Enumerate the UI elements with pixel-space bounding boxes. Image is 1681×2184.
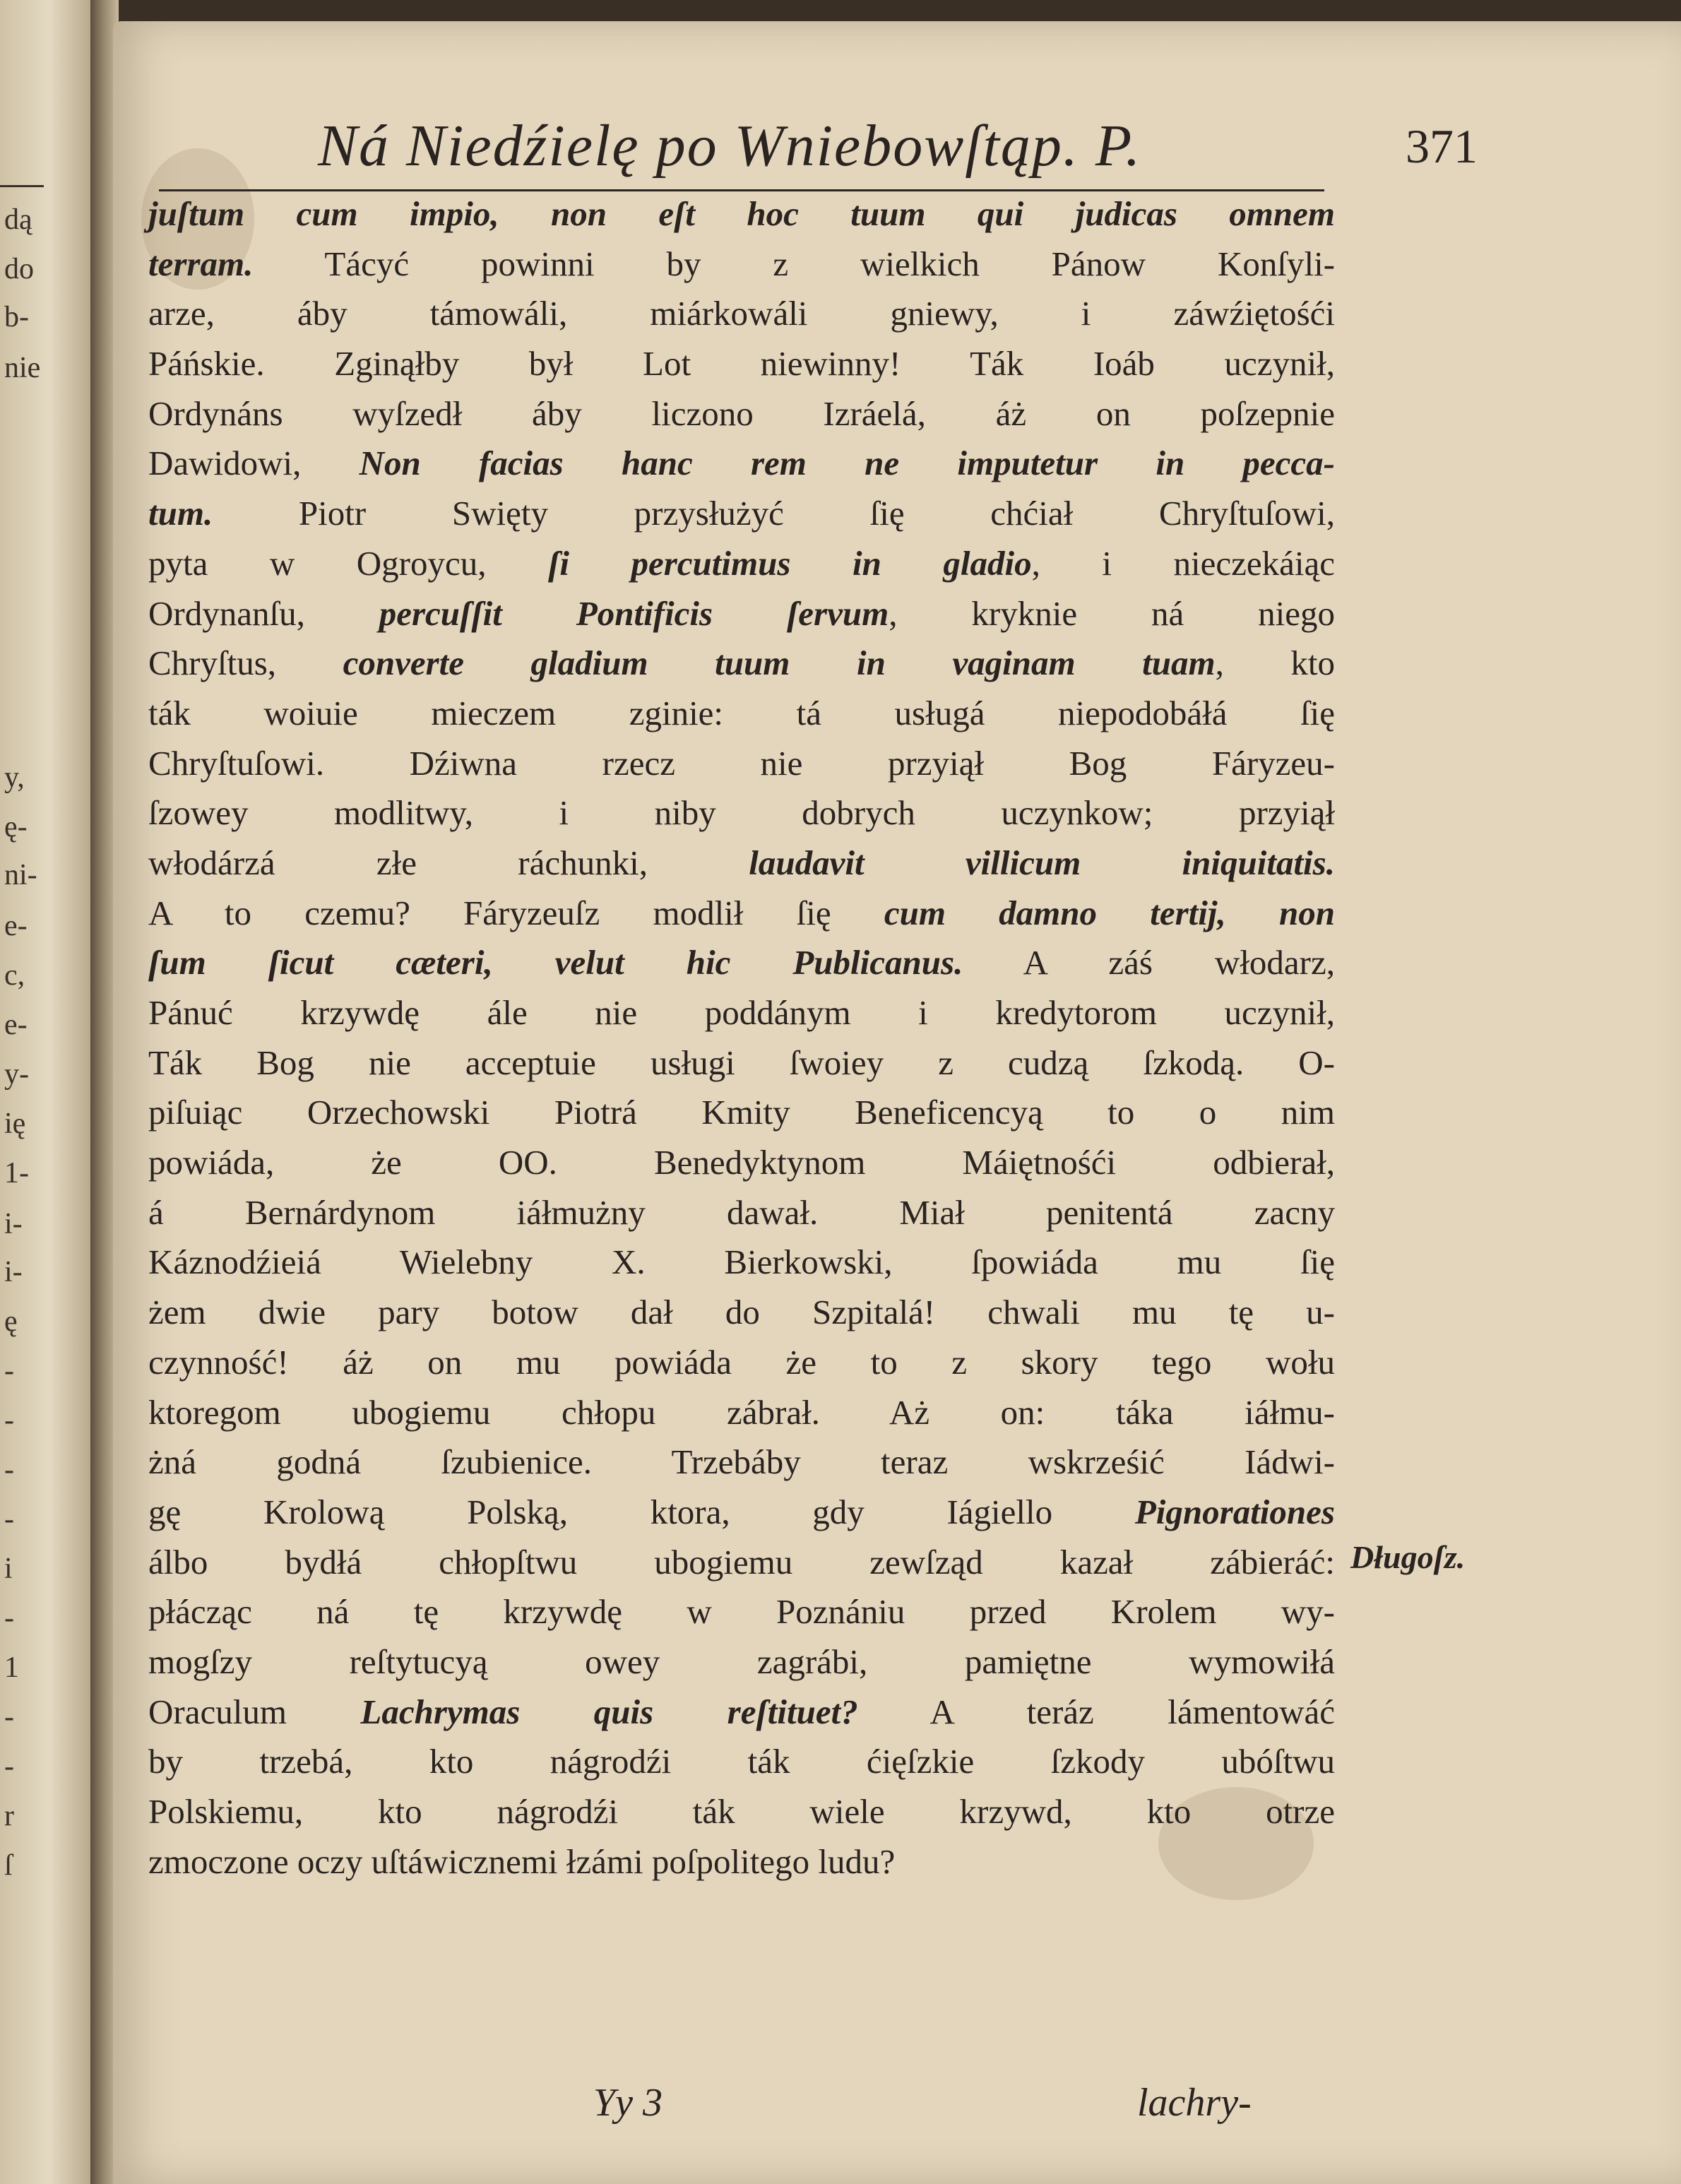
facing-page-fragment: ni-: [4, 859, 37, 891]
text-line: [148, 589, 1335, 639]
text-run: Chryſtuſowi. Dźiwna rzecz nie przyiął Bog Fáryzeu-: [148, 743, 1335, 783]
facing-page-fragment: -: [4, 1355, 14, 1387]
text-line: [148, 1437, 1335, 1488]
facing-page-fragment: i-: [4, 1208, 23, 1240]
text-line: [148, 1538, 1335, 1588]
text-run: Tácyć powinni by z wielkich Pánow Konſyli-: [253, 244, 1335, 283]
text-run: żná godná ſzubienice. Trzebáby teraz wskrześić Iádwi-: [148, 1442, 1335, 1482]
text-line: [148, 439, 1335, 489]
running-title: Ná Niedźielę po Wniebowſtąp. P.: [318, 113, 1142, 179]
latin-quote: juſtum cum impio, non eſt hoc tuum qui judicas omnem: [148, 194, 1335, 233]
facing-page-fragment: r: [4, 1800, 14, 1832]
text-line: [148, 1088, 1335, 1138]
text-run: zmoczone oczy uſtáwicznemi łzámi poſpolitego ludu?: [148, 1841, 896, 1881]
text-run: Oraculum: [148, 1692, 361, 1731]
latin-quote: ſi percutimus in gladio: [548, 543, 1032, 583]
text-run: ták woiuie mieczem zginie: tá usługá niepodobáłá ſię: [148, 693, 1335, 732]
text-run: , kryknie ná niego: [889, 593, 1336, 633]
text-line: [148, 788, 1335, 838]
text-run: by trzebá, kto nágrodźi ták ćięſzkie ſzkody ubóſtwu: [148, 1742, 1335, 1781]
text-run: Pánuć krzywdę ále nie poddánym i kredytorom uczynił,: [148, 993, 1335, 1032]
text-line: [148, 1737, 1335, 1787]
facing-page-rule: [0, 185, 44, 187]
text-run: gę Krolową Polską, ktora, gdy Iágiello: [148, 1492, 1135, 1531]
text-run: włodárzá złe ráchunki,: [148, 843, 749, 882]
facing-page-fragment: ę: [4, 1305, 18, 1338]
facing-page-fragment: b-: [4, 301, 29, 333]
page-footer: [148, 2080, 1335, 2137]
latin-quote: ſum ſicut cæteri, velut hic Publicanus.: [148, 943, 963, 983]
facing-page-fragment: e-: [4, 1009, 28, 1041]
text-line: [148, 838, 1335, 889]
text-run: á Bernárdynom iáłmużny dawał. Miał penitentá zacny: [148, 1192, 1335, 1232]
text-line: [148, 639, 1335, 689]
text-run: powiáda, że OO. Benedyktynom Máiętnośći odbierał,: [148, 1143, 1335, 1182]
text-line: [148, 1338, 1335, 1388]
text-line: [148, 189, 1335, 239]
facing-page-fragment: i-: [4, 1256, 23, 1288]
text-run: piſuiąc Orzechowski Piotrá Kmity Beneficencyą to o nim: [148, 1093, 1335, 1132]
text-run: arze, áby támowáli, miárkowáli gniewy, i záwźiętośći: [148, 294, 1335, 333]
facing-page-fragment: y-: [4, 1058, 29, 1091]
facing-page-fragment: -: [4, 1454, 14, 1486]
text-line: [148, 689, 1335, 739]
text-run: A záś włodarz,: [963, 943, 1335, 983]
text-line: [148, 1238, 1335, 1288]
text-line: [148, 988, 1335, 1038]
signature-mark: Yy 3: [593, 2081, 663, 2125]
facing-page-fragment: c,: [4, 959, 25, 992]
text-line: [148, 1787, 1335, 1837]
facing-page-fragment: ię: [4, 1108, 26, 1140]
text-run: , kto: [1215, 643, 1336, 683]
facing-page-fragment: 1: [4, 1651, 19, 1684]
text-line: [148, 489, 1335, 539]
facing-page-fragment: ſ: [4, 1849, 13, 1882]
facing-page-fragment: -: [4, 1602, 14, 1634]
text-run: ſzowey modlitwy, i niby dobrych uczynkow; przyiął: [148, 793, 1335, 833]
text-line: [148, 1038, 1335, 1088]
text-line: [148, 739, 1335, 789]
latin-quote: Lachrymas quis reſtituet?: [360, 1692, 858, 1731]
text-line: [148, 1687, 1335, 1738]
text-run: , i nieczekáiąc: [1031, 543, 1335, 583]
text-line: [148, 1488, 1335, 1538]
margin-note: Długoſz.: [1350, 1539, 1466, 1575]
body-text: [148, 189, 1335, 1887]
text-line: [148, 1837, 1335, 1887]
text-run: Káznodźieiá Wielebny X. Bierkowski, ſpowiáda mu ſię: [148, 1242, 1335, 1282]
facing-page-fragment: -: [4, 1503, 14, 1536]
facing-page: [0, 0, 90, 2184]
latin-quote: Non facias hanc rem ne imputetur in pecca-: [359, 444, 1335, 483]
text-run: pyta w Ogroycu,: [148, 543, 549, 583]
latin-quote: tum.: [148, 494, 213, 533]
text-line: [148, 1188, 1335, 1238]
text-run: Ordynáns wyſzedł áby liczono Izráelá, áż on poſzepnie: [148, 393, 1335, 433]
facing-page-fragment: ę-: [4, 811, 28, 843]
latin-quote: percuſſit Pontificis ſervum: [379, 593, 889, 633]
latin-quote: converte gladium tuum in vaginam tuam: [343, 643, 1216, 683]
facing-page-fragment: nie: [4, 352, 41, 384]
text-line: [148, 1138, 1335, 1188]
text-run: Ordynanſu,: [148, 593, 379, 633]
text-line: [148, 1587, 1335, 1637]
text-line: [148, 889, 1335, 939]
text-run: Dawidowi,: [148, 444, 360, 483]
text-line: [148, 339, 1335, 389]
text-run: Polskiemu, kto nágrodźi ták wiele krzywd, kto otrze: [148, 1792, 1335, 1831]
text-line: [148, 938, 1335, 988]
latin-quote: terram.: [148, 244, 254, 283]
text-run: czynność! áż on mu powiáda że to z skory tego wołu: [148, 1342, 1335, 1382]
text-line: [148, 1288, 1335, 1338]
facing-page-fragment: -: [4, 1750, 14, 1783]
catchword: lachry-: [1137, 2081, 1252, 2125]
text-line: [148, 1388, 1335, 1438]
text-run: Piotr Swięty przysłużyć ſię chćiał Chryſtuſowi,: [213, 494, 1335, 533]
facing-page-fragment: e-: [4, 910, 28, 942]
text-line: [148, 289, 1335, 339]
text-run: mogſzy reſtytucyą owey zagrábi, pamiętne wymowiłá: [148, 1642, 1335, 1681]
text-run: ktoregom ubogiemu chłopu zábrał. Aż on: táka iáłmu-: [148, 1392, 1335, 1432]
text-run: A to czemu? Fáryzeuſz modlił ſię: [148, 893, 884, 932]
text-line: [148, 239, 1335, 290]
text-run: álbo bydłá chłopſtwu ubogiemu zewſząd kazał zábieráć:: [148, 1542, 1335, 1581]
latin-quote: Pignorationes: [1134, 1492, 1335, 1531]
text-run: A teráz lámentowáć: [857, 1692, 1335, 1731]
text-line: [148, 389, 1335, 439]
facing-page-fragment: do: [4, 253, 34, 285]
facing-page-fragment: -: [4, 1701, 14, 1733]
facing-page-fragment: y,: [4, 761, 25, 794]
latin-quote: cum damno tertij, non: [884, 893, 1335, 932]
text-run: Chryſtus,: [148, 643, 343, 683]
text-run: płácząc ná tę krzywdę w Poznániu przed Krolem wy-: [148, 1592, 1335, 1632]
text-run: żem dwie pary botow dał do Szpitalá! chwali mu tę u-: [148, 1293, 1335, 1332]
facing-page-fragment: -: [4, 1404, 14, 1437]
facing-page-fragment: 1-: [4, 1157, 29, 1189]
text-line: [148, 539, 1335, 589]
text-run: Ták Bog nie acceptuie usługi ſwoiey z cudzą ſzkodą. O-: [148, 1043, 1335, 1082]
facing-page-fragment: dą: [4, 203, 32, 236]
text-line: [148, 1637, 1335, 1687]
page-header: [212, 105, 1478, 189]
page-number: 371: [1406, 119, 1478, 173]
facing-page-fragment: i: [4, 1553, 13, 1585]
latin-quote: laudavit villicum iniquitatis.: [749, 843, 1335, 882]
text-run: Páńskie. Zginąłby był Lot niewinny! Ták Ioáb uczynił,: [148, 344, 1335, 384]
